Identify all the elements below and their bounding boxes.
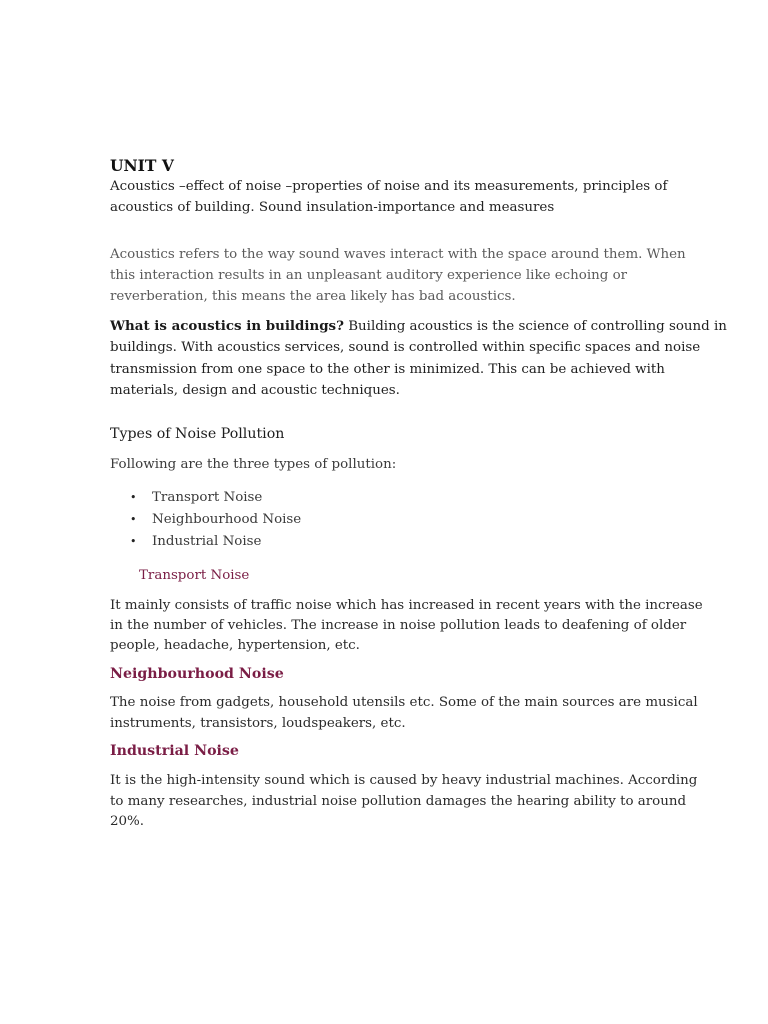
- unit-heading: UNIT V: [110, 156, 174, 175]
- neighbourhood-noise-line: The noise from gadgets, household utensils etc. Some of the main sources are musical: [110, 695, 698, 710]
- industrial-noise-line: 20%.: [110, 814, 145, 829]
- intro-line: reverberation, this means the area likely has bad acoustics.: [110, 289, 516, 304]
- types-intro-text: Following are the three types of pollution:: [110, 457, 397, 472]
- syllabus-text: [110, 177, 670, 218]
- building-acoustics-line: materials, design and acoustic techniques.: [110, 382, 400, 398]
- building-acoustics-line: transmission from one space to the other is minimized. This can be achieved with: [110, 361, 665, 377]
- list-item-label: Industrial Noise: [152, 534, 262, 549]
- transport-noise-line: in the number of vehicles. The increase in noise pollution leads to deafening of older: [110, 618, 687, 634]
- industrial-noise-paragraph: [110, 771, 698, 833]
- building-acoustics-paragraph: [110, 316, 727, 401]
- transport-noise-paragraph: [110, 596, 703, 657]
- neighbourhood-noise-line: instruments, transistors, loudspeakers, etc.: [110, 715, 406, 731]
- industrial-noise-heading: Industrial Noise: [110, 743, 239, 759]
- neighbourhood-noise-heading: Neighbourhood Noise: [110, 666, 284, 682]
- intro-paragraph: [110, 244, 686, 307]
- building-acoustics-first-line: [110, 316, 727, 337]
- building-acoustics-question: What is acoustics in buildings?: [110, 318, 344, 334]
- intro-line: this interaction results in an unpleasant auditory experience like echoing or: [110, 268, 628, 283]
- transport-noise-line: It mainly consists of traffic noise which has increased in recent years with the increase: [110, 598, 703, 613]
- list-item-label: Neighbourhood Noise: [152, 512, 302, 527]
- list-item: [128, 531, 688, 553]
- syllabus-line: Acoustics –effect of noise –properties of noise and its measurements, principles of: [110, 179, 668, 194]
- types-of-noise-heading: Types of Noise Pollution: [110, 426, 285, 442]
- building-acoustics-first-line-rest: Building acoustics is the science of controlling sound in: [343, 319, 727, 334]
- neighbourhood-noise-paragraph: [110, 693, 698, 734]
- list-item-label: Transport Noise: [152, 490, 263, 505]
- industrial-noise-line: It is the high-intensity sound which is caused by heavy industrial machines. According: [110, 773, 698, 788]
- transport-noise-heading: Transport Noise: [139, 568, 250, 583]
- transport-noise-line: people, headache, hypertension, etc.: [110, 638, 360, 654]
- bullet-icon: •: [130, 491, 137, 504]
- list-item: [128, 509, 688, 531]
- bullet-icon: •: [130, 513, 137, 526]
- syllabus-line: acoustics of building. Sound insulation-importance and measures: [110, 199, 555, 215]
- industrial-noise-line: to many researches, industrial noise pollution damages the hearing ability to around: [110, 793, 687, 809]
- building-acoustics-line: buildings. With acoustics services, sound is controlled within specific spaces and noise: [110, 340, 701, 356]
- bullet-icon: •: [130, 535, 137, 548]
- noise-types-list: [128, 487, 688, 553]
- list-item: [128, 487, 688, 509]
- intro-line: Acoustics refers to the way sound waves interact with the space around them. When: [110, 247, 686, 262]
